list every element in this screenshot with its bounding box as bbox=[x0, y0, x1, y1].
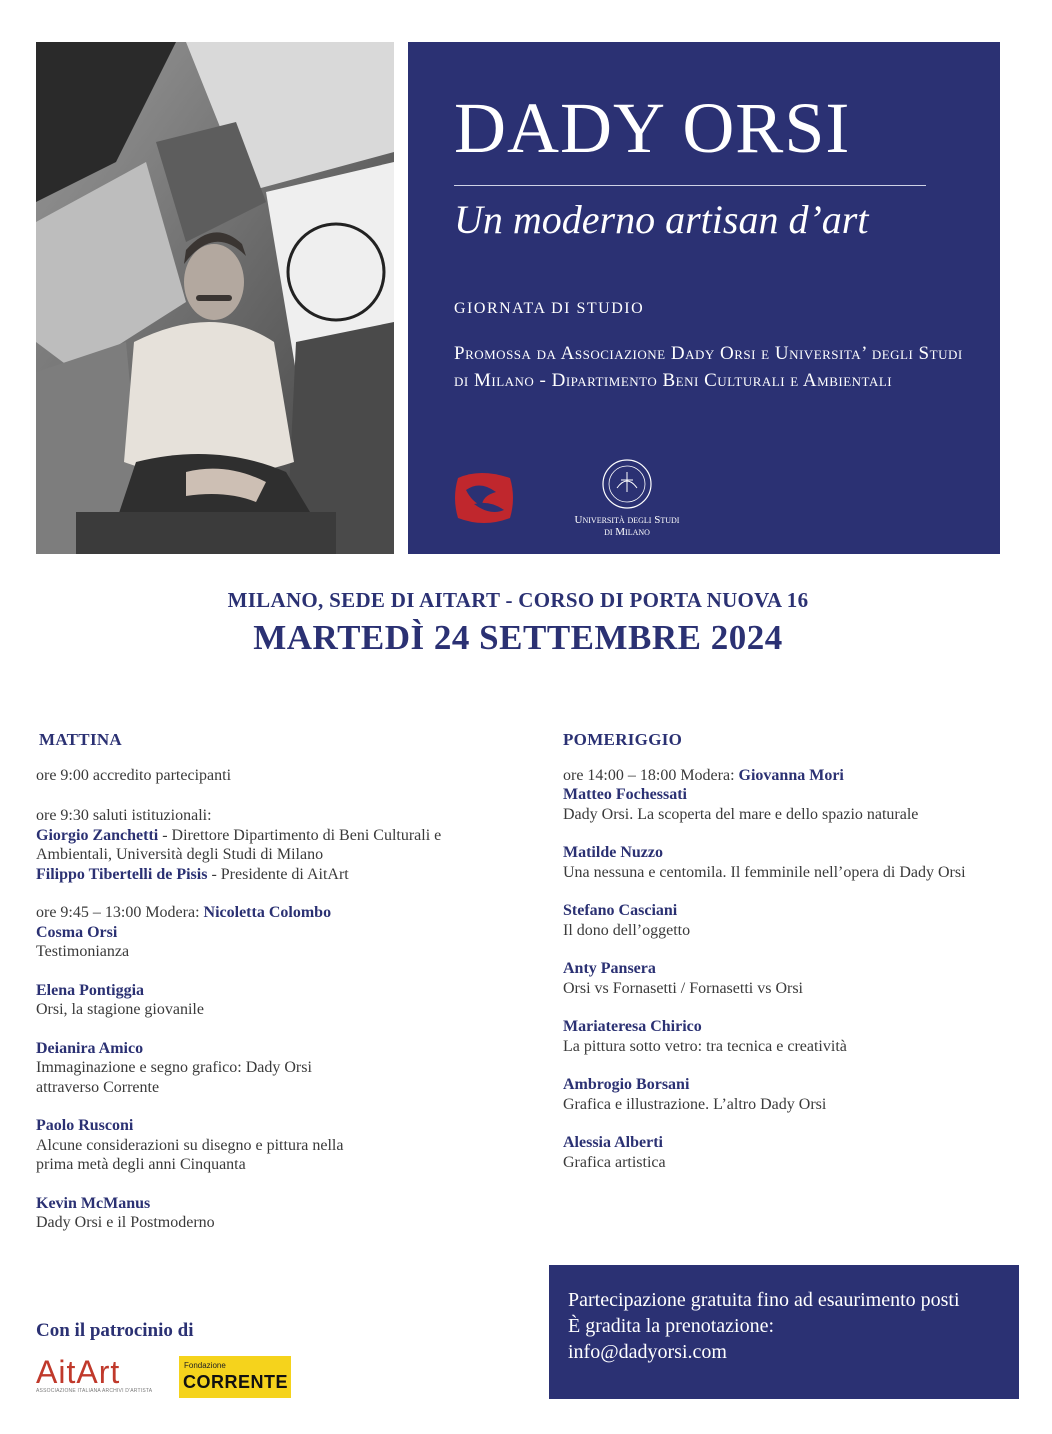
talk-title: Orsi, la stagione giovanile bbox=[36, 1001, 204, 1018]
talk-item bbox=[36, 1116, 376, 1175]
speaker-name: Elena Pontiggia bbox=[36, 981, 145, 999]
registration-info-box bbox=[549, 1265, 1019, 1399]
event-subtitle: Un moderno artisan d’art bbox=[454, 197, 869, 242]
speaker-name: Paolo Rusconi bbox=[36, 1117, 134, 1134]
greeter-role: - Presidente di AitArt bbox=[207, 865, 349, 883]
talk-title: Una nessuna e centomila. Il femminile nell’opera di Dady Orsi bbox=[563, 863, 966, 881]
moderator-name: Nicoletta Colombo bbox=[203, 904, 332, 921]
speaker-name: Alessia Alberti bbox=[563, 1134, 663, 1151]
session-time: ore 9:45 – 13:00 Modera: bbox=[36, 904, 204, 921]
accreditation: ore 9:00 accredito partecipanti bbox=[36, 766, 232, 784]
corrente-wordmark: CORRENTE bbox=[183, 1372, 289, 1392]
event-kicker: GIORNATA DI STUDIO bbox=[454, 300, 645, 317]
event-date: MARTEDÌ 24 SETTEMBRE 2024 bbox=[253, 618, 783, 657]
morning-program bbox=[36, 730, 456, 1252]
greeter-role: - Direttore Dipartimento di Beni Culturali e Ambientali, Università degli Studi di Milano bbox=[36, 826, 442, 863]
afternoon-heading: POMERIGGIO bbox=[563, 730, 683, 749]
greeter-row bbox=[36, 826, 456, 865]
speaker-name: Matilde Nuzzo bbox=[563, 844, 663, 861]
morning-session bbox=[36, 903, 456, 923]
speaker-name: Kevin McManus bbox=[36, 1194, 151, 1212]
talk-title: Dady Orsi. La scoperta del mare e dello spazio naturale bbox=[563, 805, 919, 823]
dady-orsi-association-logo bbox=[452, 470, 516, 528]
patronage-label: Con il patrocinio di bbox=[36, 1320, 194, 1341]
greeter-name: Filippo Tibertelli de Pisis bbox=[36, 865, 208, 883]
title-banner bbox=[408, 42, 1000, 554]
talk-item bbox=[36, 923, 456, 962]
booking-text: È gradita la prenotazione: bbox=[568, 1315, 775, 1337]
speaker-name: Stefano Casciani bbox=[563, 902, 678, 919]
title-divider bbox=[454, 185, 926, 186]
talk-title: Testimonianza bbox=[36, 943, 130, 960]
talk-item bbox=[563, 901, 1013, 940]
aitart-logo bbox=[36, 1356, 152, 1394]
greetings-intro: ore 9:30 saluti istituzionali: bbox=[36, 807, 212, 824]
university-seal-icon bbox=[601, 458, 653, 510]
talk-title: Il dono dell’oggetto bbox=[563, 921, 691, 939]
speaker-name: Mariateresa Chirico bbox=[563, 1018, 702, 1035]
fondazione-corrente-logo bbox=[179, 1356, 291, 1398]
speaker-name: Anty Pansera bbox=[563, 960, 656, 977]
speaker-name: Cosma Orsi bbox=[36, 923, 118, 941]
talk-item bbox=[563, 785, 1013, 824]
speaker-name: Deianira Amico bbox=[36, 1039, 144, 1057]
free-participation-text: Partecipazione gratuita fino ad esaurimento posti bbox=[568, 1289, 960, 1311]
event-title: DADY ORSI bbox=[454, 88, 851, 168]
talk-item bbox=[36, 981, 456, 1020]
artist-photo bbox=[36, 42, 394, 554]
talk-item bbox=[563, 1133, 1013, 1172]
afternoon-program bbox=[563, 730, 1013, 1191]
talk-item bbox=[36, 1194, 456, 1233]
speaker-name: Matteo Fochessati bbox=[563, 786, 687, 803]
aitart-tagline: ASSOCIAZIONE ITALIANA ARCHIVI D'ARTISTA bbox=[36, 1388, 153, 1394]
talk-title: Grafica e illustrazione. L’altro Dady Orsi bbox=[563, 1095, 827, 1113]
event-venue: MILANO, SEDE DI AITART - CORSO DI PORTA NUOVA 16 bbox=[227, 588, 809, 612]
talk-title: Grafica artistica bbox=[563, 1153, 666, 1171]
moderator-name: Giovanna Mori bbox=[738, 766, 844, 784]
talk-item bbox=[563, 1017, 1013, 1056]
afternoon-session bbox=[563, 766, 1013, 786]
promoted-by: Promossa da Associazione Dady Orsi e Universita’ degli Studi di Milano - Dipartimento Beni Culturali e Ambientali bbox=[454, 343, 963, 391]
talk-title: La pittura sotto vetro: tra tecnica e creatività bbox=[563, 1037, 847, 1055]
talk-title: Immaginazione e segno grafico: Dady Orsi attraverso Corrente bbox=[36, 1059, 312, 1096]
corrente-top-label: Fondazione bbox=[184, 1361, 226, 1370]
talk-title: Orsi vs Fornasetti / Fornasetti vs Orsi bbox=[563, 979, 803, 997]
contact-email[interactable]: info@dadyorsi.com bbox=[568, 1341, 727, 1363]
speaker-name: Ambrogio Borsani bbox=[563, 1076, 690, 1093]
greeter-row bbox=[36, 865, 456, 885]
talk-item bbox=[563, 1075, 1013, 1114]
talk-item bbox=[563, 959, 1013, 998]
greetings-block bbox=[36, 806, 456, 884]
session-time: ore 14:00 – 18:00 Modera: bbox=[563, 766, 739, 784]
talk-item bbox=[563, 843, 1013, 882]
university-name: Università degli Studi di Milano bbox=[574, 514, 680, 538]
talk-title: Alcune considerazioni su disegno e pittura nella prima metà degli anni Cinquanta bbox=[36, 1136, 344, 1173]
aitart-wordmark: AitArt bbox=[36, 1354, 121, 1390]
morning-heading: MATTINA bbox=[39, 730, 123, 749]
university-logo bbox=[552, 458, 702, 538]
greeter-name: Giorgio Zanchetti bbox=[36, 826, 159, 844]
talk-item bbox=[36, 1039, 336, 1098]
talk-title: Dady Orsi e il Postmoderno bbox=[36, 1214, 215, 1231]
